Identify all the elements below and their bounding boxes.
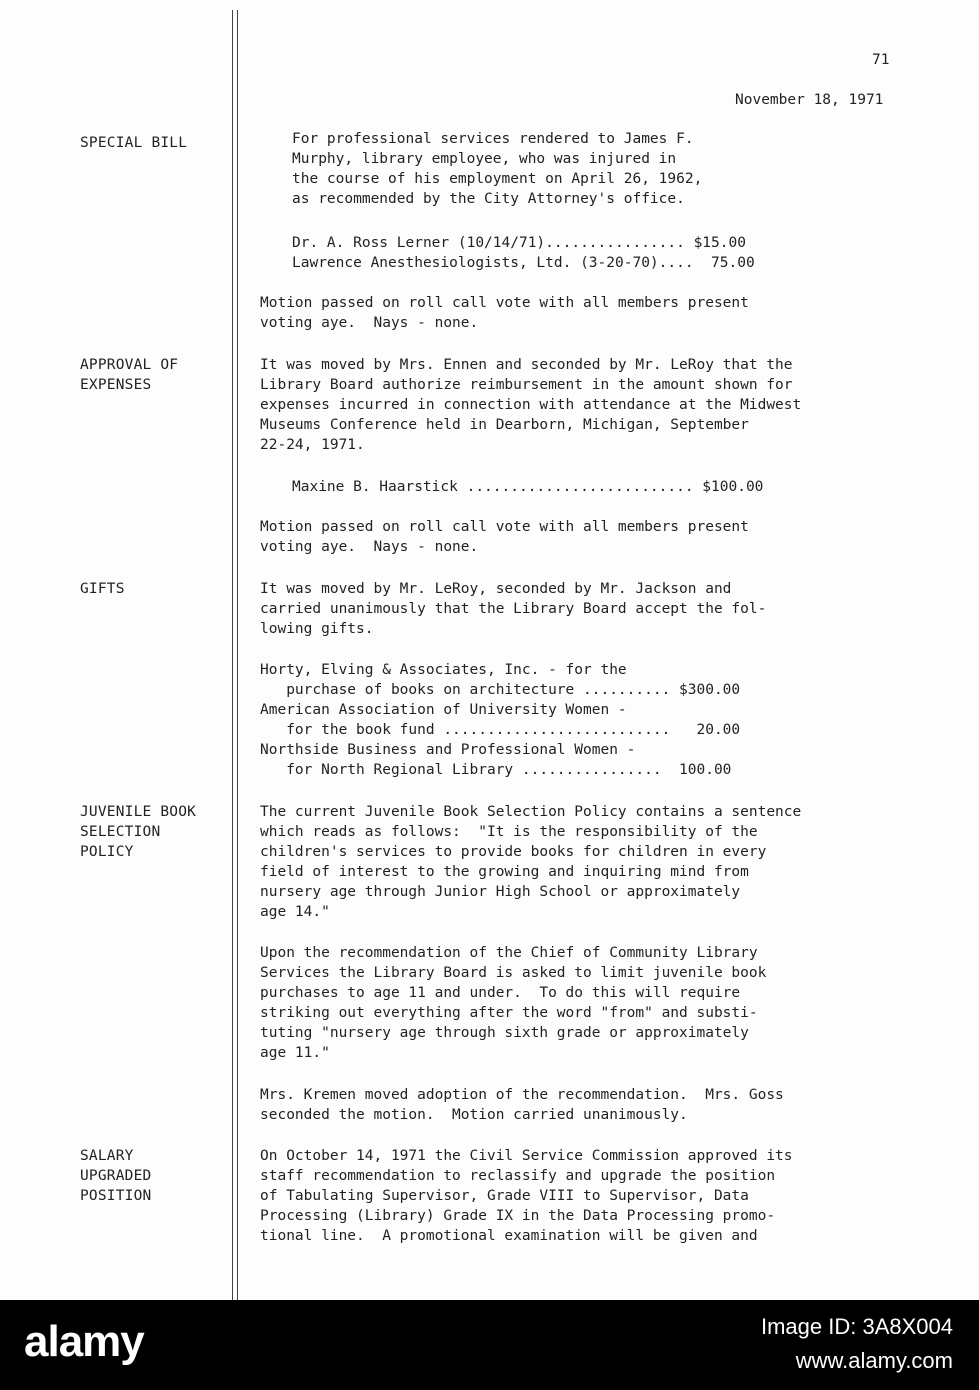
special-bill-intro: For professional services rendered to James F. Murphy, library employee, who was injured in the course of his employment on April 26, 1962, as recommended by the City Attorney's office. (292, 131, 703, 207)
watermark-banner (0, 1300, 979, 1390)
approval-expenses-motion: Motion passed on roll call vote with all members present voting aye. Nays - none. (260, 519, 749, 555)
heading-approval-of-expenses: APPROVAL OF EXPENSES (80, 357, 179, 393)
image-id: Image ID: 3A8X004 (760, 1314, 953, 1339)
heading-special-bill: SPECIAL BILL (80, 135, 188, 151)
page-number: 71 (872, 52, 890, 68)
juvenile-text-3: Mrs. Kremen moved adoption of the recommendation. Mrs. Goss seconded the motion. Motion carried unanimously. (260, 1087, 784, 1123)
alamy-logo: alamy (24, 1317, 144, 1366)
site-url: www.alamy.com (795, 1348, 953, 1373)
special-bill-line-2: Lawrence Anesthesiologists, Ltd. (3-20-70).... 75.00 (292, 255, 755, 271)
approval-expenses-text: It was moved by Mrs. Ennen and seconded by Mr. LeRoy that the Library Board authorize reimbursement in the amount shown for expenses incurred in connection with attendance at the Midwest Museums Conference held in Dearborn, Michigan, September 22-24, 1971. (260, 357, 802, 453)
gifts-text: It was moved by Mr. LeRoy, seconded by Mr. Jackson and carried unanimously that the Library Board accept the fol- lowing gifts. (260, 581, 767, 637)
special-bill-motion: Motion passed on roll call vote with all members present voting aye. Nays - none. (260, 295, 749, 331)
document-date: November 18, 1971 (735, 92, 884, 108)
heading-gifts: GIFTS (80, 581, 125, 597)
approval-expenses-line-1: Maxine B. Haarstick .......................... $100.00 (292, 479, 764, 495)
margin-rule-right (237, 10, 238, 1300)
juvenile-text-2: Upon the recommendation of the Chief of Community Library Services the Library Board is asked to limit juvenile book purchases to age 11 and under. To do this will require striking out everything after the word "from" and substi- tuting "nursery age through sixth grade or approximately age 11." (260, 945, 767, 1061)
margin-rule-left (232, 10, 233, 1300)
heading-salary-upgraded-position: SALARY UPGRADED POSITION (80, 1148, 152, 1204)
heading-juvenile-book-selection-policy: JUVENILE BOOK SELECTION POLICY (80, 804, 197, 860)
salary-text: On October 14, 1971 the Civil Service Commission approved its staff recommendation to reclassify and upgrade the position of Tabulating Supervisor, Grade VIII to Supervisor, Data Processing (Library) Grade IX in the Data Processing promo- tional line. A promotional examination will be given and (260, 1148, 793, 1244)
gifts-list: Horty, Elving & Associates, Inc. - for the purchase of books on architecture .......... $300.00 American Association of University Women - for the book fund .......................... 20.00 Northside Business and Professional Women - for North Regional Library ................ 100.00 (260, 662, 741, 778)
special-bill-line-1: Dr. A. Ross Lerner (10/14/71)................ $15.00 (292, 235, 746, 251)
juvenile-text-1: The current Juvenile Book Selection Policy contains a sentence which reads as follows: "It is the responsibility of the children's services to provide books for children in every field of interest to the growing and inquiring mind from nursery age through Junior High School or approximately age 14." (260, 804, 802, 920)
